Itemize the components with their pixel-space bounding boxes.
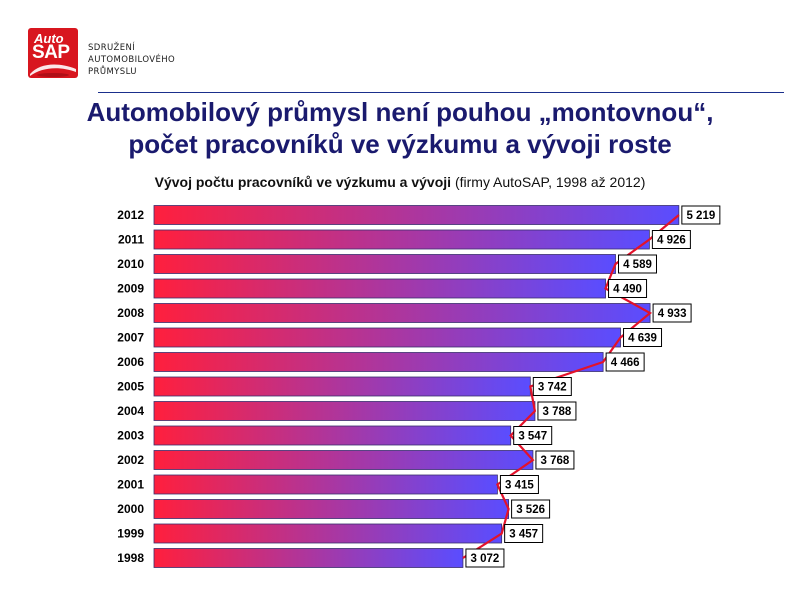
data-label: 3 072: [470, 553, 500, 565]
bar: [154, 230, 649, 249]
bar: [154, 206, 679, 225]
bar: [154, 377, 530, 396]
category-tick-label: 2008: [117, 306, 144, 320]
bar: [154, 255, 615, 274]
category-tick-label: 2006: [117, 355, 144, 369]
data-label: 3 742: [537, 381, 567, 394]
category-tick-label: 2007: [117, 330, 144, 345]
chart-title-main: Vývoj počtu pracovníků ve výzkumu a vývoji: [154, 174, 452, 190]
bar: [154, 279, 606, 298]
logo-sap-text: SAP: [32, 42, 70, 63]
bar: [154, 524, 502, 543]
category-tick-label: 2002: [117, 453, 144, 467]
data-label: 3 415: [505, 479, 534, 492]
logo-auto-text: Auto: [34, 31, 64, 46]
chart-title-subtitle: (firmy AutoSAP, 1998 až 2012): [454, 174, 646, 190]
bar: [154, 304, 650, 323]
category-tick-label: 2009: [117, 281, 144, 296]
category-tick-label: 2000: [117, 502, 144, 516]
bar: [154, 549, 463, 568]
bars-layer: [154, 206, 679, 568]
data-label: 3 788: [542, 406, 572, 418]
data-label: 5 219: [686, 210, 716, 222]
category-tick-label: 1999: [117, 526, 144, 541]
data-label: 3 547: [518, 430, 548, 443]
data-label: 4 639: [628, 332, 657, 345]
category-tick-label: 2012: [117, 208, 144, 222]
logo-org-line: AUTOMOBILOVÉHO: [88, 55, 176, 65]
data-label: 3 526: [516, 504, 545, 516]
category-tick-label: 2011: [117, 232, 144, 247]
category-tick-label: 2001: [117, 477, 144, 492]
bar: [154, 426, 511, 445]
slide-title-line: Automobilový průmysl není pouhou „montovnou“,: [86, 97, 714, 127]
logo-org-line: PRŮMYSLU: [88, 67, 137, 77]
bar: [154, 475, 497, 494]
data-label: 4 589: [623, 259, 652, 271]
data-label: 3 768: [540, 455, 570, 467]
bar: [154, 353, 603, 372]
bar: [154, 451, 533, 470]
data-label: 4 490: [613, 283, 642, 296]
slide-title-line: počet pracovníků ve výzkumu a vývoji roste: [128, 129, 672, 159]
data-label: 4 933: [657, 308, 687, 320]
data-label: 4 926: [656, 234, 686, 247]
data-label: 3 457: [509, 528, 539, 541]
logo-org-line: SDRUŽENÍ: [88, 43, 136, 53]
category-tick-label: 2005: [117, 379, 144, 394]
category-tick-label: 1998: [117, 551, 144, 565]
category-tick-label: 2004: [117, 404, 144, 418]
bar: [154, 328, 621, 347]
bar: [154, 402, 535, 421]
category-tick-label: 2010: [117, 257, 144, 271]
bar: [154, 500, 509, 519]
data-label: 4 466: [610, 357, 640, 369]
category-tick-label: 2003: [117, 428, 144, 443]
